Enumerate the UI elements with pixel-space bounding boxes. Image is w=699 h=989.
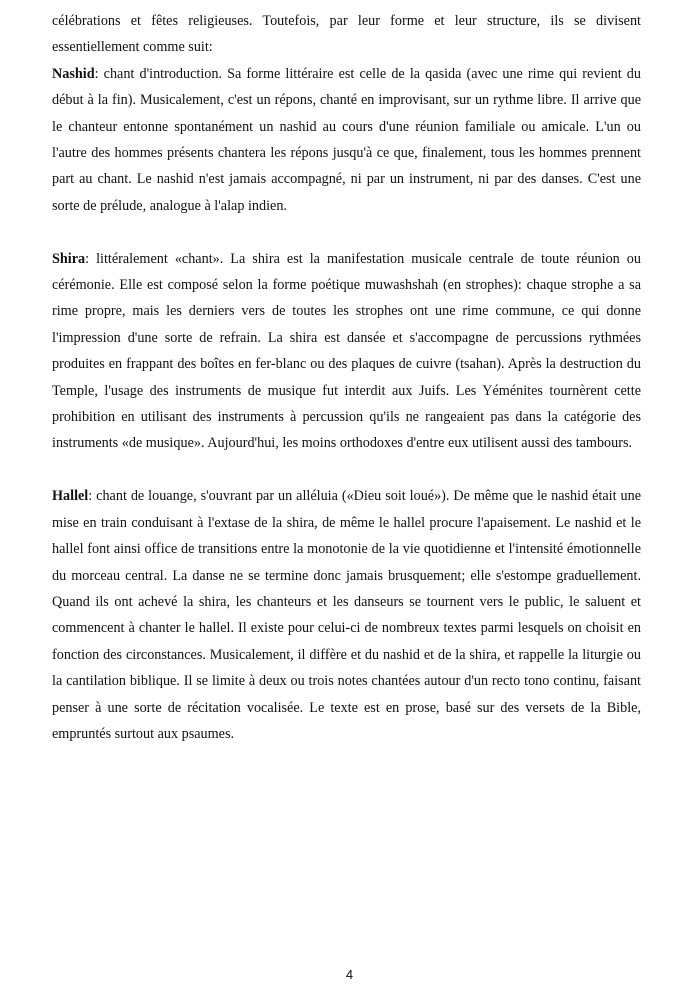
page-number: 4 <box>345 967 354 982</box>
paragraph-gap <box>52 219 641 245</box>
section-shira <box>52 246 641 457</box>
section-nashid <box>52 61 641 219</box>
definition-shira: : littéralement «chant». La shira est la manifestation musicale centrale de toute réunion ou cérémonie. Elle est composé selon la forme poétique muwashshah (en strophes): chaque strophe a sa rime propre, mais les derniers vers de toutes les strophes ont une rime commune, ce qui donne l'impression d'une sorte de refrain. La shira est dansée et s'accompagne de percussions rythmées produites en frappant des boîtes en fer-blanc ou des plaques de cuivre (tsahan). Après la destruction du Temple, l'usage des instruments de musique fut interdit aux Juifs. Les Yéménites tournèrent cette prohibition en utilisant des instruments à percussion qu'ils ne rangeaient pas dans la catégorie des instruments «de musique». Aujourd'hui, les moins orthodoxes d'entre eux utilisent aussi des tambours. <box>52 250 641 452</box>
definition-nashid: : chant d'introduction. Sa forme littéraire est celle de la qasida (avec une rime qui revient du début à la fin). Musicalement, c'est un répons, chanté en improvisant, sur un rythme libre. Il arrive que le chanteur entonne spontanément un nashid au cours d'une réunion familiale ou amicale. L'un ou l'autre des hommes présents chantera les répons jusqu'à ce que, finalement, tous les hommes prennent part au chant. Le nashid n'est jamais accompagné, ni par un instrument, ni par des danses. C'est une sorte de prélude, analogue à l'alap indien. <box>52 65 641 214</box>
document-body <box>52 8 641 747</box>
term-hallel: Hallel <box>52 488 89 505</box>
paragraph-gap <box>52 457 641 483</box>
definition-hallel: : chant de louange, s'ouvrant par un alléluia («Dieu soit loué»). De même que le nashid était une mise en train conduisant à l'extase de la shira, de même le hallel procure l'apaisement. Le nashid et le hallel font ainsi office de transitions entre la monotonie de la vie quotidienne et l'intensité émotionnelle du morceau central. La danse ne se termine donc jamais brusquement; elle s'estompe graduellement. Quand ils ont achevé la shira, les chanteurs et les danseurs se tournent vers le public, le saluent et commencent à chanter le hallel. Il existe pour celui-ci de nombreux textes parmi lesquels on choisit en fonction des circonstances. Musicalement, il diffère et du nashid et de la shira, et rappelle la liturgie ou la cantilation biblique. Il se limite à deux ou trois notes chantées autour d'un recto tono continu, faisant penser à une sorte de récitation vocalisée. Le texte est en prose, basé sur des versets de la Bible, empruntés surtout aux psaumes. <box>52 488 641 742</box>
term-shira: Shira <box>52 250 86 267</box>
intro-text: célébrations et fêtes religieuses. Toutefois, par leur forme et leur structure, ils se divisent essentiellement comme suit: <box>52 13 641 56</box>
section-hallel <box>52 483 641 747</box>
term-nashid: Nashid <box>52 65 95 82</box>
intro-paragraph <box>52 8 641 61</box>
